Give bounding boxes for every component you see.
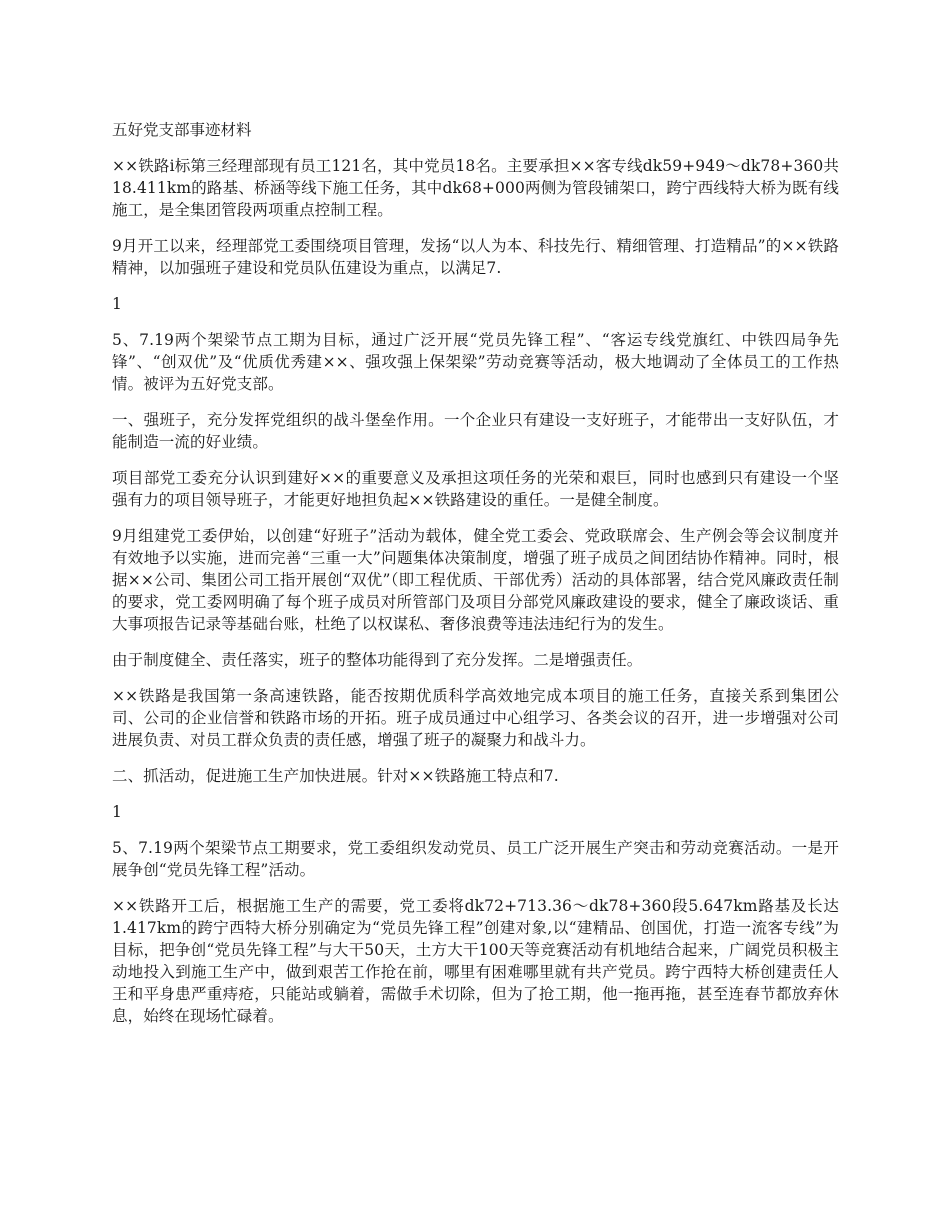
page-number-fragment: 1 xyxy=(112,803,122,821)
paragraph: 9月组建党工委伊始，以创建“好班子”活动为载体，健全党工委会、党政联席会、生产例会等会议制度并有效地予以实施，进而完善“三重一大”问题集体决策制度，增强了班子成员之间团结协作精神。同时，根据××公司、集团公司工指开展创“双优”（即工程优质、干部优秀）活动的具体部署，结合党风廉政责任制的要求，党工委网明确了每个班子成员对所管部门及项目分部党风廉政建设的要求，健全了廉政谈话、重大事项报告记录等基础台账，杜绝了以权谋私、奢侈浪费等违法违纪行为的发生。 xyxy=(112,527,839,633)
paragraph: 由于制度健全、责任落实，班子的整体功能得到了充分发挥。二是增强责任。 xyxy=(112,651,643,669)
paragraph: ××铁路开工后，根据施工生产的需要，党工委将dk72+713.36～dk78+360段5.647km路基及长达1.417km的跨宁西特大桥分别确定为“党员先锋工程”创建对象,以“建精品、创国优，打造一流客专线”为目标，把争创“党员先锋工程”与大干50天，土方大干100天等竞赛活动有机地结合起来，广阔党员积极主动地投入到施工生产中，做到艰苦工作抢在前，哪里有困难哪里就有共产党员。跨宁西特大桥创建责任人王和平身患严重痔疮，只能站或躺着，需做手术切除，但为了抢工期，他一拖再拖，甚至连春节都放弃休息，始终在现场忙碌着。 xyxy=(112,897,839,1025)
paragraph: 5、7.19两个架梁节点工期为目标，通过广泛开展“党员先锋工程”、“客运专线党旗红、中铁四局争先锋”、“创双优”及“优质优秀建××、强攻强上保架梁”劳动竞赛等活动，极大地调动了全体员工的工作热情。被评为五好党支部。 xyxy=(112,331,839,393)
document-page xyxy=(112,119,839,1041)
paragraph: 项目部党工委充分认识到建好××的重要意义及承担这项任务的光荣和艰巨，同时也感到只有建设一个坚强有力的项目领导班子，才能更好地担负起××铁路建设的重任。一是健全制度。 xyxy=(112,469,839,509)
paragraph: 5、7.19两个架梁节点工期要求，党工委组织发动党员、员工广泛开展生产突击和劳动竞赛活动。一是开展争创“党员先锋工程”活动。 xyxy=(112,839,839,879)
paragraph: ××铁路是我国第一条高速铁路，能否按期优质科学高效地完成本项目的施工任务，直接关系到集团公司、公司的企业信誉和铁路市场的开拓。班子成员通过中心组学习、各类会议的召开，进一步增强对公司进展负责、对员工群众负责的责任感，增强了班子的凝聚力和战斗力。 xyxy=(112,687,839,749)
document-title: 五好党支部事迹材料 xyxy=(112,121,252,139)
section-heading-paragraph: 二、抓活动，促进施工生产加快进展。针对××铁路施工特点和7. xyxy=(112,767,559,785)
paragraph: 9月开工以来，经理部党工委围绕项目管理，发扬“以人为本、科技先行、精细管理、打造精品”的××铁路精神，以加强班子建设和党员队伍建设为重点，以满足7. xyxy=(112,237,839,277)
paragraph: ××铁路i标第三经理部现有员工121名，其中党员18名。主要承担××客专线dk59+949～dk78+360共18.411km的路基、桥涵等线下施工任务，其中dk68+000两侧为管段铺架口，跨宁西线特大桥为既有线施工，是全集团管段两项重点控制工程。 xyxy=(112,157,839,219)
page-number-fragment: 1 xyxy=(112,295,122,313)
section-heading-paragraph: 一、强班子，充分发挥党组织的战斗堡垒作用。一个企业只有建设一支好班子，才能带出一支好队伍，才能制造一流的好业绩。 xyxy=(112,411,839,451)
